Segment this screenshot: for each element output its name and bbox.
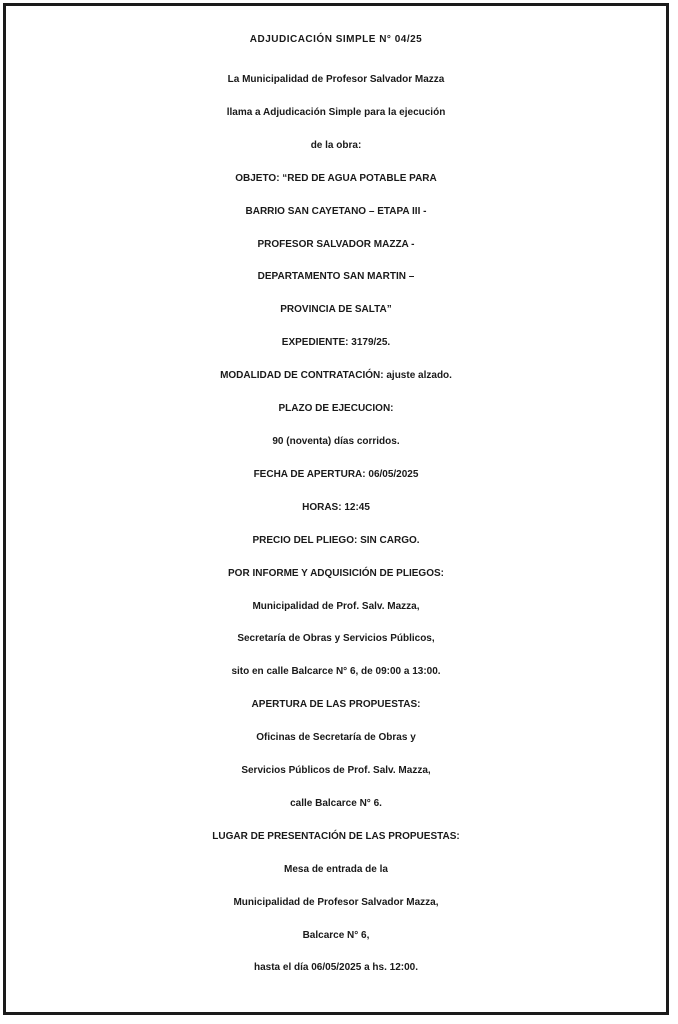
notice-frame bbox=[3, 3, 669, 1015]
plazo-value: 90 (noventa) días corridos. bbox=[272, 435, 400, 447]
lugar-presentacion-line-4: hasta el día 06/05/2025 a hs. 12:00. bbox=[254, 962, 418, 974]
objeto-line-2: BARRIO SAN CAYETANO – ETAPA III - bbox=[245, 205, 427, 217]
lugar-presentacion-line-1: Mesa de entrada de la bbox=[284, 863, 388, 875]
fecha-apertura: FECHA DE APERTURA: 06/05/2025 bbox=[253, 468, 419, 480]
apertura-propuestas-line-3: calle Balcarce N° 6. bbox=[290, 797, 382, 809]
notice-content bbox=[6, 20, 666, 985]
informe-line-1: Municipalidad de Prof. Salv. Mazza, bbox=[252, 600, 420, 612]
apertura-propuestas-line-2: Servicios Públicos de Prof. Salv. Mazza, bbox=[241, 765, 431, 777]
apertura-propuestas-line-1: Oficinas de Secretaría de Obras y bbox=[256, 732, 416, 744]
horas: HORAS: 12:45 bbox=[302, 501, 370, 513]
plazo-label: PLAZO DE EJECUCION: bbox=[278, 403, 394, 415]
apertura-propuestas-label: APERTURA DE LAS PROPUESTAS: bbox=[251, 699, 421, 711]
lugar-presentacion-line-3: Balcarce N° 6, bbox=[302, 929, 370, 941]
expediente: EXPEDIENTE: 3179/25. bbox=[281, 337, 391, 349]
informe-line-2: Secretaría de Obras y Servicios Públicos, bbox=[237, 633, 435, 645]
modalidad-row bbox=[6, 360, 666, 393]
notice-title: ADJUDICACIÓN SIMPLE N° 04/25 bbox=[249, 34, 423, 45]
informe-line-3: sito en calle Balcarce N° 6, de 09:00 a 13:00. bbox=[231, 666, 441, 678]
modalidad-label: MODALIDAD DE CONTRATACIÓN: bbox=[220, 370, 384, 382]
objeto-line-1: OBJETO: “RED DE AGUA POTABLE PARA bbox=[235, 172, 437, 184]
modalidad-value: ajuste alzado. bbox=[383, 370, 452, 382]
precio-pliego: PRECIO DEL PLIEGO: SIN CARGO. bbox=[252, 534, 420, 546]
intro-line-1: La Municipalidad de Profesor Salvador Mazza bbox=[227, 74, 445, 85]
intro-line-2: llama a Adjudicación Simple para la ejecución bbox=[226, 106, 446, 118]
intro-line-3: de la obra: bbox=[310, 139, 362, 151]
lugar-presentacion-line-2: Municipalidad de Profesor Salvador Mazza, bbox=[233, 896, 439, 908]
objeto-line-5: PROVINCIA DE SALTA” bbox=[280, 304, 392, 316]
lugar-presentacion-label: LUGAR DE PRESENTACIÓN DE LAS PROPUESTAS: bbox=[212, 830, 460, 842]
objeto-line-3: PROFESOR SALVADOR MAZZA - bbox=[257, 238, 415, 250]
objeto-line-4: DEPARTAMENTO SAN MARTIN – bbox=[257, 271, 415, 283]
informe-label: POR INFORME Y ADQUISICIÓN DE PLIEGOS: bbox=[228, 567, 444, 579]
